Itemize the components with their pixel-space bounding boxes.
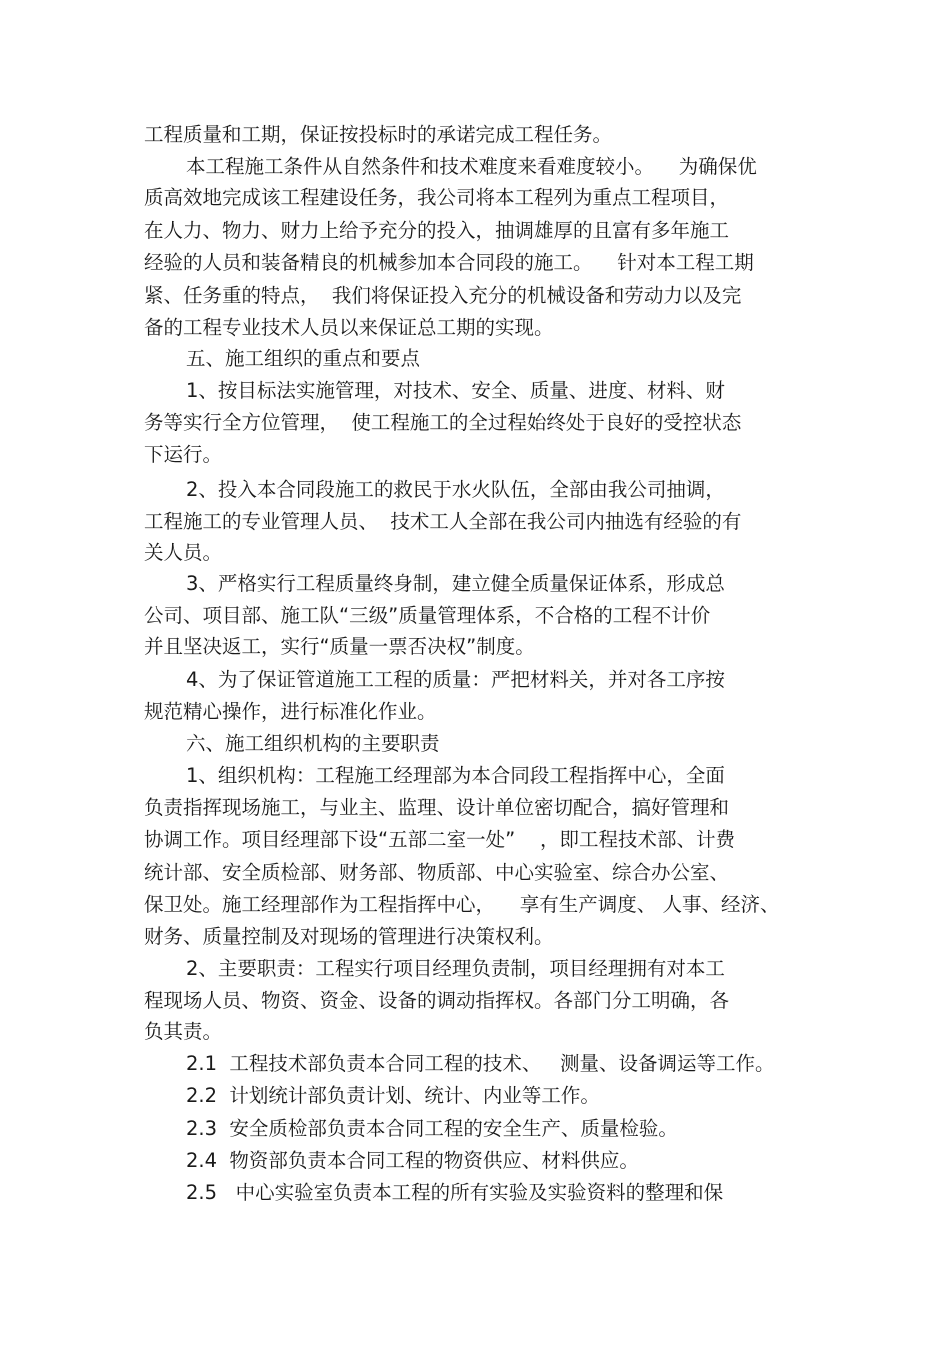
list-item: 2.5 中心实验室负责本工程的所有实验及实验资料的整理和保 — [186, 1181, 724, 1204]
text-line: 1、按目标法实施管理，对技术、安全、质量、进度、材料、财 — [186, 379, 725, 402]
text-line: 质高效地完成该工程建设任务，我公司将本工程列为重点工程项目， — [144, 186, 730, 209]
text-line: 经验的人员和装备精良的机械参加本合同段的施工。 针对本工程工期 — [144, 251, 754, 274]
text-line: 公司、项目部、施工队“三级”质量管理体系，不合格的工程不计价 — [144, 604, 711, 627]
text-line: 保卫处。施工经理部作为工程指挥中心， 享有生产调度、 人事、经济、 — [144, 893, 780, 916]
text-line: 3、严格实行工程质量终身制，建立健全质量保证体系，形成总 — [186, 572, 725, 595]
text-line: 紧、任务重的特点， 我们将保证投入充分的机械设备和劳动力以及完 — [144, 284, 742, 307]
text-line: 并且坚决返工，实行“质量一票否决权”制度。 — [144, 635, 535, 658]
text-line: 备的工程专业技术人员以来保证总工期的实现。 — [144, 316, 554, 339]
text-line: 工程质量和工期，保证按投标时的承诺完成工程任务。 — [144, 123, 613, 146]
text-line: 1、组织机构：工程施工经理部为本合同段工程指挥中心，全面 — [186, 764, 725, 787]
text-line: 4、为了保证管道施工工程的质量：严把材料关，并对各工序按 — [186, 668, 725, 691]
list-item: 2.3 安全质检部负责本合同工程的安全生产、质量检验。 — [186, 1117, 678, 1140]
text-line: 在人力、物力、财力上给予充分的投入，抽调雄厚的且富有多年施工 — [144, 219, 730, 242]
text-line: 程现场人员、物资、资金、设备的调动指挥权。各部门分工明确，各 — [144, 989, 730, 1012]
list-item: 2.2 计划统计部负责计划、统计、内业等工作。 — [186, 1084, 600, 1107]
list-item: 2.1 工程技术部负责本合同工程的技术、 测量、设备调运等工作。 — [186, 1052, 775, 1075]
text-line: 统计部、安全质检部、财务部、物质部、中心实验室、综合办公室、 — [144, 861, 730, 884]
text-line: 协调工作。项目经理部下设“五部二室一处” ，即工程技术部、计费 — [144, 828, 735, 851]
section-heading: 五、施工组织的重点和要点 — [186, 347, 421, 370]
text-line: 2、投入本合同段施工的救民于水火队伍，全部由我公司抽调， — [186, 478, 725, 501]
text-line: 财务、质量控制及对现场的管理进行决策权利。 — [144, 925, 554, 948]
text-line: 2、主要职责：工程实行项目经理负责制，项目经理拥有对本工 — [186, 957, 725, 980]
section-heading: 六、施工组织机构的主要职责 — [186, 732, 440, 755]
text-line: 负其责。 — [144, 1020, 223, 1043]
text-line: 工程施工的专业管理人员、 技术工人全部在我公司内抽选有经验的有 — [144, 510, 742, 533]
text-line: 务等实行全方位管理， 使工程施工的全过程始终处于良好的受控状态 — [144, 411, 742, 434]
text-line: 规范精心操作，进行标准化作业。 — [144, 700, 437, 723]
text-line: 关人员。 — [144, 541, 223, 564]
list-item: 2.4 物资部负责本合同工程的物资供应、材料供应。 — [186, 1149, 639, 1172]
text-line: 下运行。 — [144, 443, 223, 466]
text-line: 负责指挥现场施工，与业主、监理、设计单位密切配合，搞好管理和 — [144, 796, 730, 819]
text-line: 本工程施工条件从自然条件和技术难度来看难度较小。 为确保优 — [186, 155, 757, 178]
